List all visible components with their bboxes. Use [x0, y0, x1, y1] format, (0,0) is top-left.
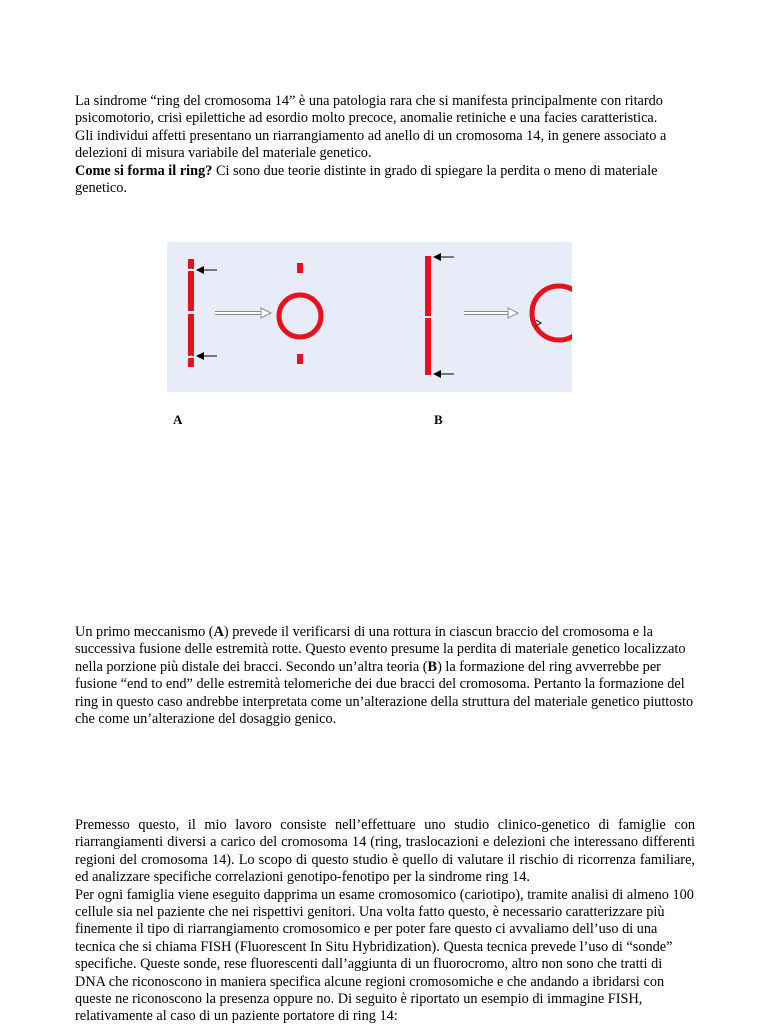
ring-formation-figure [167, 242, 572, 392]
mechanism-b-ref: B [427, 658, 438, 675]
chromosome-b [425, 256, 431, 375]
figure-label-b: B [434, 412, 443, 427]
work-paragraph-1: Premesso questo, il mio lavoro consiste nell’effettuare uno studio clinico-genetico di famiglie con riarrangiamenti diversi a carico del cromosoma 14 (ring, traslocazioni e delezioni che interessano differenti regioni del cromosoma 14). Lo scopo di questo studio è quello di valutare il rischio di ricorrenza familiare, ed analizzare specifiche correlazioni genotipo-fenotipo per la sindrome ring 14. [75, 817, 695, 886]
mechanism-a-ref: A [213, 624, 224, 640]
intro-text-2: Gli individui affetti presentano un riarrangiamento ad anello di un cromosoma 14, in genere associato a delezioni di misura variabile del materiale genetico. [75, 127, 667, 162]
intro-text-1: La sindrome “ring del cromosoma 14” è una patologia rara che si manifesta principalmente con ritardo psicomotorio, crisi epilettiche ad esordio molto precoce, anomalie retiniche e una facies caratteristica. [75, 93, 663, 127]
deleted-fragment-top [297, 263, 303, 273]
chromosome-a [188, 259, 194, 367]
work-paragraph-2: Per ogni famiglia viene eseguito dapprima un esame cromosomico (cariotipo), tramite analisi di almeno 100 cellule sia nel paziente che nei rispettivi genitori. Una volta fatto questo, è necessario caratterizzare più finemente il tipo di riarrangiamento cromosomico e per poter fare questo ci avvaliamo dell’uso di una tecnica che si chiama FISH (Fluorescent In Situ Hybridization). Questa tecnica prevede l’uso di “sonde” specifiche. Queste sonde, rese fluorescenti dall’aggiunta di un fluorocromo, altro non sono che tratti di DNA che riconoscono in maniera specifica alcune regioni cromosomiche e che andando a ibridarsi con queste ne riconoscono la presenza oppure no. Di seguito è riportato un esempio di immagine FISH, relativamente al caso di un paziente portatore di ring 14: [75, 886, 694, 1025]
ring-a [279, 295, 321, 337]
ring-formation-diagram [167, 242, 572, 392]
ring-b [532, 286, 572, 340]
mechanisms-text-1: Un primo meccanismo ( [75, 624, 214, 640]
figure-label-a: A [173, 412, 183, 427]
mechanisms-text-2: ) prevede il verificarsi di una rottura in ciascun braccio del cromosoma e la successiva fusione delle estremità rotte. Questo evento presume la perdita di materiale genetico localizzato nella porzione più distale dei bracci. Secondo un’altra teoria ( [75, 624, 686, 675]
ring-question: Come si forma il ring? [75, 162, 213, 179]
mechanisms-text-3: ) la formazione del ring avverrebbe per fusione “end to end” delle estremità telomeriche dei due bracci del cromosoma. Pertanto la formazione del ring in questo caso andrebbe interpretata come un’alterazione della struttura del materiale genetico piuttosto che come un’alterazione del dosaggio genico. [75, 658, 694, 728]
mechanisms-paragraph [75, 624, 695, 728]
work-section [75, 817, 695, 1026]
transition-arrow-b [464, 308, 518, 318]
transition-arrow-a [215, 308, 271, 318]
intro-text-3: Ci sono due teorie distinte in grado di spiegare la perdita o meno di materiale genetico. [75, 162, 658, 197]
intro-paragraph [75, 93, 695, 197]
deleted-fragment-bottom [297, 354, 303, 364]
